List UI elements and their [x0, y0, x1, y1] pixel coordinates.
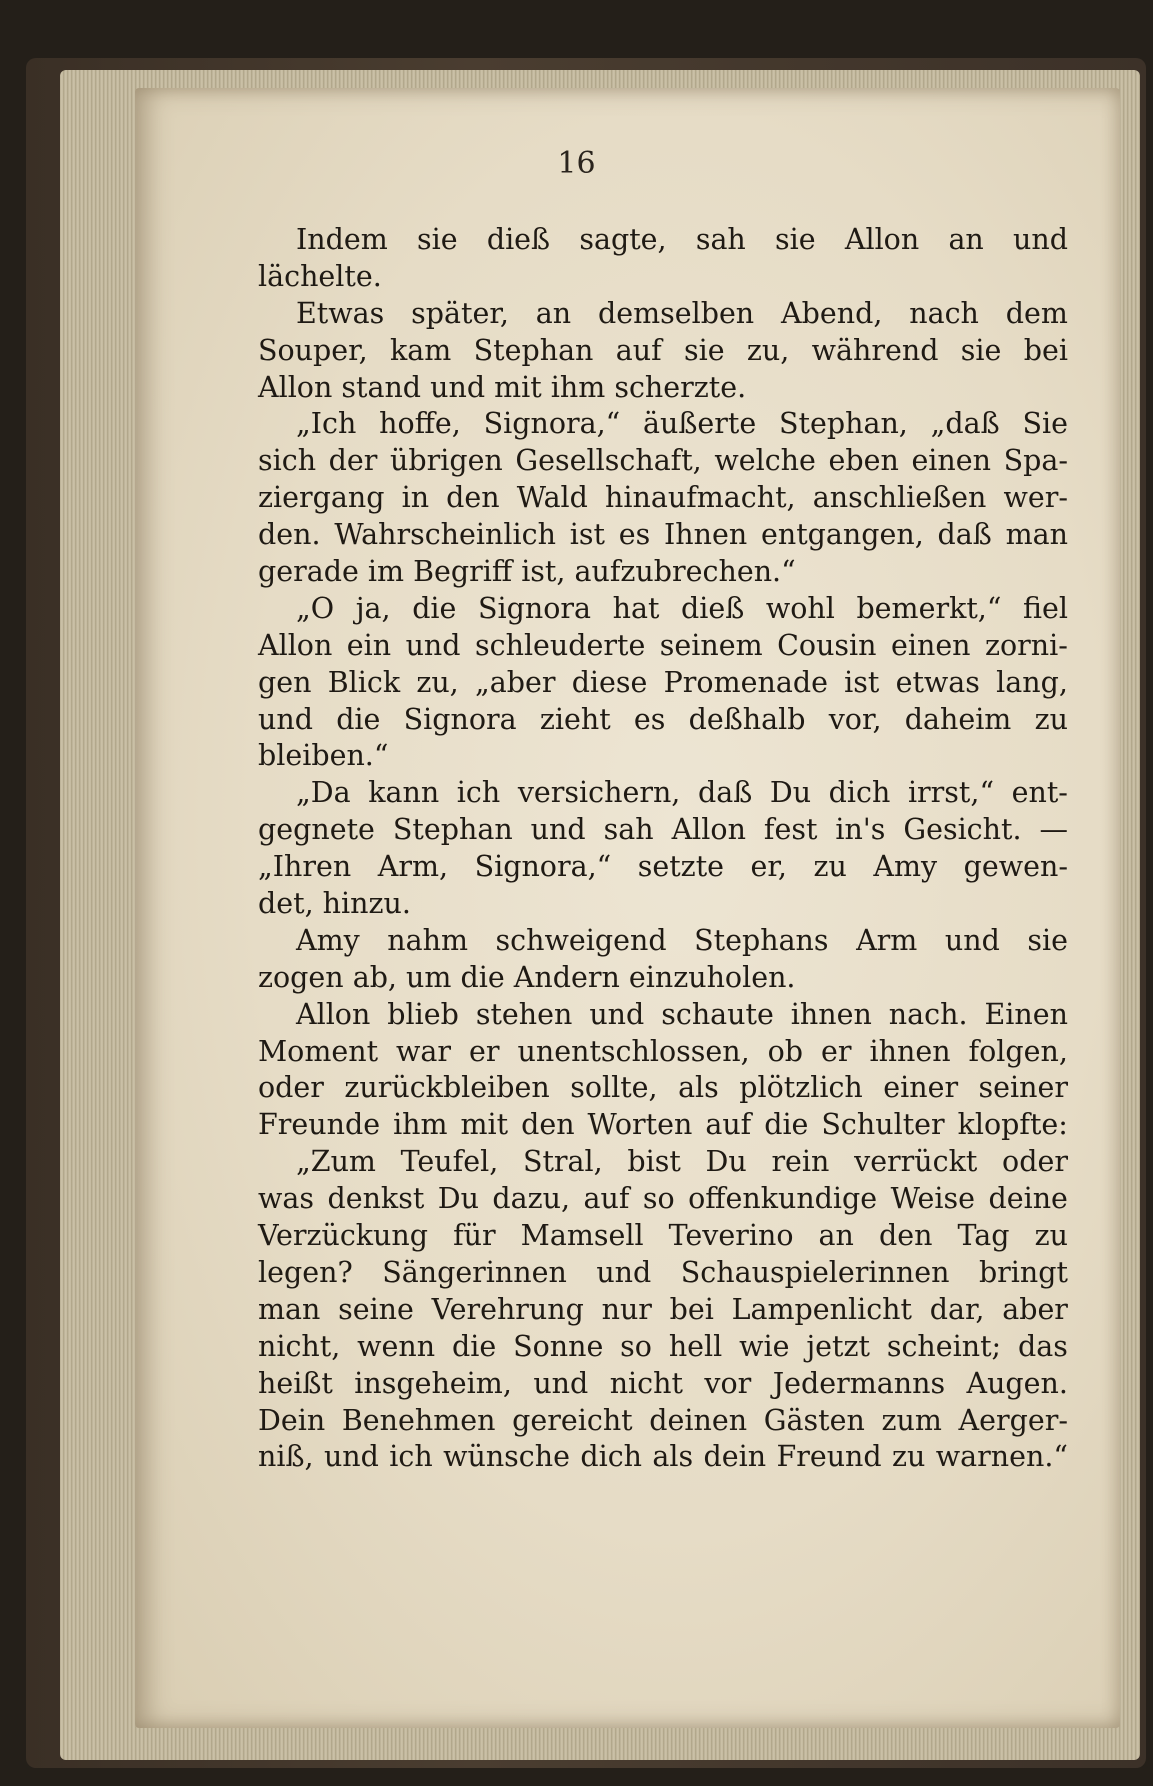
text-line: lächelte. [258, 259, 382, 293]
page-number: 16 [557, 146, 596, 181]
text-line: niß, und ich wünsche dich als dein Freund zu warnen.“ [258, 1440, 1068, 1474]
text-line: „Da kann ich versichern, daß Du dich irrst,“ ent- [296, 776, 1068, 810]
text-line: legen? Sängerinnen und Schauspielerinnen bringt [258, 1255, 1068, 1289]
text-line: Allon ein und schleuderte seinem Cousin einen zorni- [258, 628, 1068, 662]
text-line: „Ihren Arm, Signora,“ setzte er, zu Amy gewen- [258, 850, 1068, 884]
text-line: Moment war er unentschlossen, ob er ihnen folgen, [258, 1034, 1068, 1068]
text-line: Allon blieb stehen und schaute ihnen nach. Einen [296, 997, 1068, 1031]
text-line: zogen ab, um die Andern einzuholen. [258, 960, 796, 994]
text-line: Freunde ihm mit den Worten auf die Schulter klopfte: [258, 1108, 1068, 1142]
text-line: gerade im Begriff ist, aufzubrechen.“ [258, 555, 796, 589]
text-line: was denkst Du dazu, auf so offenkundige Weise deine [258, 1182, 1068, 1216]
text-line: Etwas später, an demselben Abend, nach dem [296, 296, 1068, 330]
text-line: gegnete Stephan und sah Allon fest in's Gesicht. — [258, 813, 1068, 847]
text-line: Verzückung für Mamsell Teverino an den Tag zu [258, 1219, 1068, 1253]
text-line: „Zum Teufel, Stral, bist Du rein verrückt oder [296, 1145, 1068, 1179]
text-line: nicht, wenn die Sonne so hell wie jetzt scheint; das [258, 1329, 1068, 1363]
text-line: det, hinzu. [258, 887, 411, 921]
body-text [258, 222, 1068, 1476]
text-line: und die Signora zieht es deßhalb vor, daheim zu [258, 702, 1068, 736]
text-line: ziergang in den Wald hinaufmacht, anschließen wer- [258, 481, 1068, 515]
text-line: Amy nahm schweigend Stephans Arm und sie [296, 923, 1068, 957]
text-line: gen Blick zu, „aber diese Promenade ist etwas lang, [258, 665, 1068, 699]
text-line: „Ich hoffe, Signora,“ äußerte Stephan, „daß Sie [296, 407, 1068, 441]
text-line: den. Wahrscheinlich ist es Ihnen entgangen, daß man [258, 518, 1068, 552]
text-line: oder zurückbleiben sollte, als plötzlich einer seiner [258, 1071, 1068, 1105]
text-line: bleiben.“ [258, 739, 389, 773]
text-line: Souper, kam Stephan auf sie zu, während sie bei [258, 333, 1068, 367]
text-line: „O ja, die Signora hat dieß wohl bemerkt,“ fiel [296, 591, 1068, 625]
text-line: man seine Verehrung nur bei Lampenlicht dar, aber [258, 1292, 1068, 1326]
text-line: Dein Benehmen gereicht deinen Gästen zum Aerger- [258, 1403, 1068, 1437]
text-line: Indem sie dieß sagte, sah sie Allon an und [296, 223, 1068, 256]
text-line: heißt insgeheim, und nicht vor Jedermanns Augen. [258, 1366, 1068, 1400]
text-line: Allon stand und mit ihm scherzte. [258, 370, 747, 404]
text-line: sich der übrigen Gesellschaft, welche eben einen Spa- [258, 444, 1068, 478]
